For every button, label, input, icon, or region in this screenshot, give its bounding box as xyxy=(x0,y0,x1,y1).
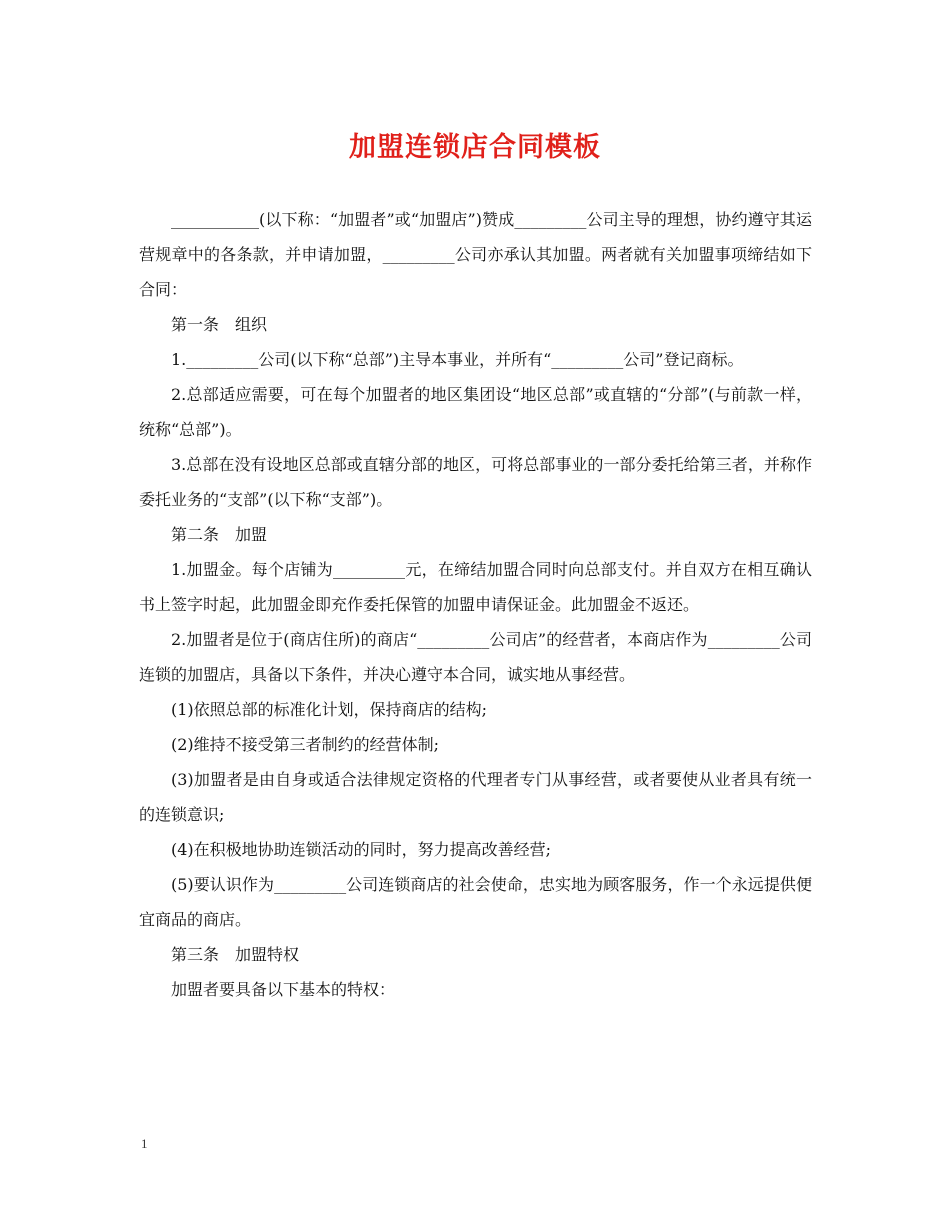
list-item: (4)在积极地协助连锁活动的同时，努力提高改善经营; xyxy=(171,840,552,859)
article-heading-1: 第一条 组织 xyxy=(171,315,268,334)
document-title: 加盟连锁店合同模板 xyxy=(349,132,601,163)
paragraph: 2.加盟者是位于(商店住所)的商店“_________公司店”的经营者，本商店作为_________公司连锁的加盟店，具备以下条件，并决心遵守本合同，诚实地从事经营。 xyxy=(139,630,812,684)
article-heading-3: 第三条 加盟特权 xyxy=(171,945,300,964)
paragraph-intro: ___________(以下称：“加盟者”或“加盟店”)赞成_________公司主导的理想，协约遵守其运营规章中的各条款，并申请加盟，_________公司亦承认其加盟。两者就有关加盟事项缔结如下合同： xyxy=(139,210,812,299)
paragraph: 1.加盟金。每个店铺为_________元，在缔结加盟合同时向总部支付。并自双方在相互确认书上签字时起，此加盟金即充作委托保管的加盟申请保证金。此加盟金不返还。 xyxy=(139,560,812,614)
list-item: (2)维持不接受第三者制约的经营体制; xyxy=(171,735,440,754)
article-heading-2: 第二条 加盟 xyxy=(171,525,268,544)
list-item: (3)加盟者是由自身或适合法律规定资格的代理者专门从事经营，或者要使从业者具有统一的连锁意识; xyxy=(139,770,812,824)
list-item: (5)要认识作为_________公司连锁商店的社会使命，忠实地为顾客服务，作一个永远提供便宜商品的商店。 xyxy=(139,875,812,929)
page-number: 1 xyxy=(141,1136,148,1151)
list-item: (1)依照总部的标准化计划，保持商店的结构; xyxy=(171,700,488,719)
paragraph: 3.总部在没有设地区总部或直辖分部的地区，可将总部事业的一部分委托给第三者，并称作委托业务的“支部”(以下称“支部”)。 xyxy=(139,455,812,509)
paragraph: 加盟者要具备以下基本的特权： xyxy=(171,980,396,999)
paragraph: 2.总部适应需要，可在每个加盟者的地区集团设“地区总部”或直辖的“分部”(与前款一样，统称“总部”)。 xyxy=(139,385,812,439)
paragraph: 1._________公司(以下称“总部”)主导本事业，并所有“_________公司”登记商标。 xyxy=(171,350,744,369)
document-body xyxy=(139,202,812,1007)
